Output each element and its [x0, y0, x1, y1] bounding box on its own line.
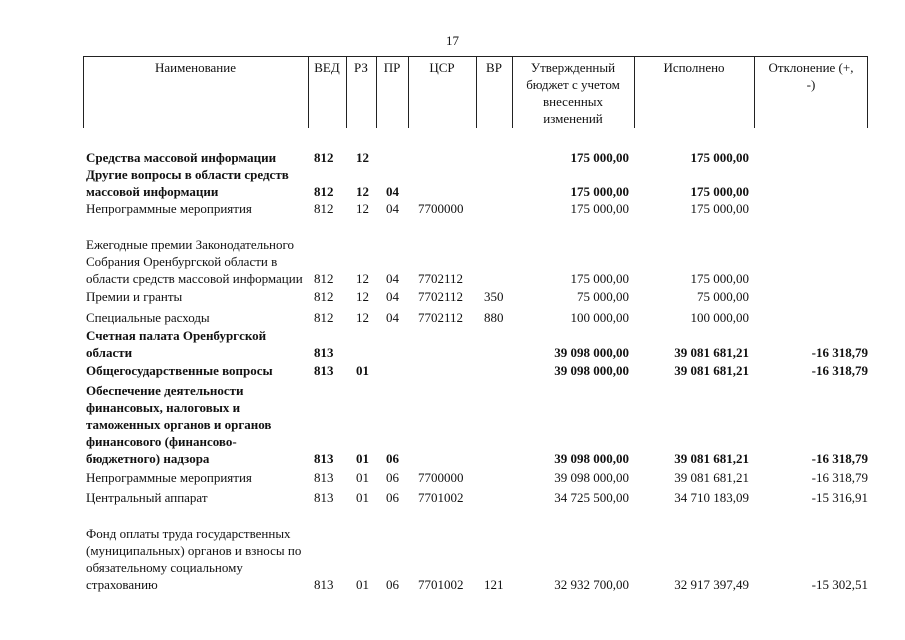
row-executed: 39 081 681,21 — [674, 345, 749, 360]
row-deviation: -15 302,51 — [811, 577, 868, 592]
row-budget: 75 000,00 — [577, 289, 629, 304]
row-vr: 350 — [484, 289, 504, 304]
row-budget: 175 000,00 — [570, 271, 629, 286]
header-ved: ВЕД — [314, 60, 340, 75]
row-budget: 34 725 500,00 — [554, 490, 629, 505]
row-executed: 175 000,00 — [690, 150, 749, 165]
row-budget: 175 000,00 — [570, 150, 629, 165]
table-row — [0, 382, 905, 467]
header-executed: Исполнено — [663, 60, 725, 75]
row-budget: 39 098 000,00 — [554, 470, 629, 485]
table-row — [0, 362, 905, 379]
table-row — [0, 166, 905, 200]
table-row — [0, 288, 905, 305]
row-name: Фонд оплаты труда государственных (муниципальных) органов и взносы по обязательному социальному страхованию — [86, 526, 302, 592]
table-row — [0, 309, 905, 326]
row-csr: 7702112 — [418, 289, 464, 304]
row-name: Обеспечение деятельности финансовых, налоговых и таможенных органов и органов финансового (финансово-бюджетного) надзора — [86, 383, 272, 466]
row-budget: 100 000,00 — [570, 310, 629, 325]
row-csr: 7700000 — [418, 470, 464, 485]
header-rz: РЗ — [354, 60, 368, 75]
header-deviation: Отклонение (+, -) — [768, 60, 854, 92]
row-name: Общегосударственные вопросы — [86, 363, 273, 378]
row-name: Специальные расходы — [86, 310, 210, 325]
table-row — [0, 508, 905, 593]
row-pr: 04 — [386, 289, 399, 304]
col-divider — [754, 56, 755, 128]
table-row — [0, 219, 905, 287]
header-budget: Утвержденный бюджет с учетом внесенных изменений — [526, 60, 620, 126]
table-row — [0, 469, 905, 486]
row-csr: 7702112 — [418, 271, 464, 286]
row-ved: 813 — [314, 470, 334, 485]
row-ved: 812 — [314, 201, 334, 216]
row-executed: 175 000,00 — [690, 184, 749, 199]
row-budget: 175 000,00 — [570, 184, 629, 199]
row-csr: 7702112 — [418, 310, 464, 325]
header-csr: ЦСР — [429, 60, 455, 75]
row-executed: 39 081 681,21 — [674, 363, 749, 378]
row-pr: 04 — [386, 271, 399, 286]
row-rz: 12 — [356, 184, 369, 199]
row-ved: 813 — [314, 577, 334, 592]
row-rz: 12 — [356, 201, 369, 216]
row-budget: 32 932 700,00 — [554, 577, 629, 592]
row-budget: 39 098 000,00 — [554, 363, 629, 378]
row-pr: 04 — [386, 184, 399, 199]
row-name: Центральный аппарат — [86, 490, 208, 505]
header-vr: ВР — [486, 60, 502, 75]
row-rz: 12 — [356, 289, 369, 304]
row-csr: 7701002 — [418, 490, 464, 505]
row-pr: 04 — [386, 310, 399, 325]
row-ved: 812 — [314, 310, 334, 325]
row-rz: 12 — [356, 310, 369, 325]
row-ved: 812 — [314, 150, 334, 165]
row-ved: 812 — [314, 289, 334, 304]
row-deviation: -16 318,79 — [811, 470, 868, 485]
row-pr: 06 — [386, 451, 399, 466]
row-name: Средства массовой информации — [86, 150, 277, 165]
row-ved: 813 — [314, 490, 334, 505]
table-row — [0, 200, 905, 217]
row-rz: 01 — [356, 451, 369, 466]
row-ved: 813 — [314, 363, 334, 378]
col-divider — [512, 56, 513, 128]
row-ved: 813 — [314, 451, 334, 466]
row-pr: 04 — [386, 201, 399, 216]
row-vr: 121 — [484, 577, 504, 592]
row-ved: 812 — [314, 271, 334, 286]
row-executed: 32 917 397,49 — [674, 577, 749, 592]
row-csr: 7701002 — [418, 577, 464, 592]
row-executed: 175 000,00 — [690, 201, 749, 216]
row-pr: 06 — [386, 490, 399, 505]
row-rz: 01 — [356, 363, 369, 378]
row-executed: 75 000,00 — [697, 289, 749, 304]
page-number: 17 — [446, 33, 459, 48]
col-divider — [867, 56, 868, 128]
row-csr: 7700000 — [418, 201, 464, 216]
row-name: Непрограммные мероприятия — [86, 470, 252, 485]
row-name: Непрограммные мероприятия — [86, 201, 252, 216]
row-deviation: -16 318,79 — [811, 451, 868, 466]
row-rz: 01 — [356, 577, 369, 592]
row-deviation: -16 318,79 — [811, 363, 868, 378]
row-name: Премии и гранты — [86, 289, 183, 304]
header-name: Наименование — [155, 60, 236, 75]
row-rz: 12 — [356, 150, 369, 165]
row-deviation: -16 318,79 — [811, 345, 868, 360]
row-name: Ежегодные премии Законодательного Собрания Оренбургской области в области средств массовой информации — [86, 237, 303, 286]
row-vr: 880 — [484, 310, 504, 325]
row-budget: 39 098 000,00 — [554, 451, 629, 466]
row-executed: 39 081 681,21 — [674, 470, 749, 485]
row-executed: 100 000,00 — [690, 310, 749, 325]
row-budget: 39 098 000,00 — [554, 345, 629, 360]
row-ved: 812 — [314, 184, 334, 199]
row-executed: 34 710 183,09 — [674, 490, 749, 505]
row-rz: 01 — [356, 490, 369, 505]
row-pr: 06 — [386, 577, 399, 592]
row-executed: 39 081 681,21 — [674, 451, 749, 466]
table-row — [0, 132, 905, 166]
row-ved: 813 — [314, 345, 334, 360]
row-deviation: -15 316,91 — [811, 490, 868, 505]
table-row — [0, 489, 905, 506]
row-pr: 06 — [386, 470, 399, 485]
row-budget: 175 000,00 — [570, 201, 629, 216]
row-name: Счетная палата Оренбургской области — [86, 328, 267, 360]
header-pr: ПР — [383, 60, 401, 75]
table-row — [0, 327, 905, 361]
row-name: Другие вопросы в области средств массовой информации — [86, 167, 289, 199]
row-rz: 01 — [356, 470, 369, 485]
row-rz: 12 — [356, 271, 369, 286]
row-executed: 175 000,00 — [690, 271, 749, 286]
